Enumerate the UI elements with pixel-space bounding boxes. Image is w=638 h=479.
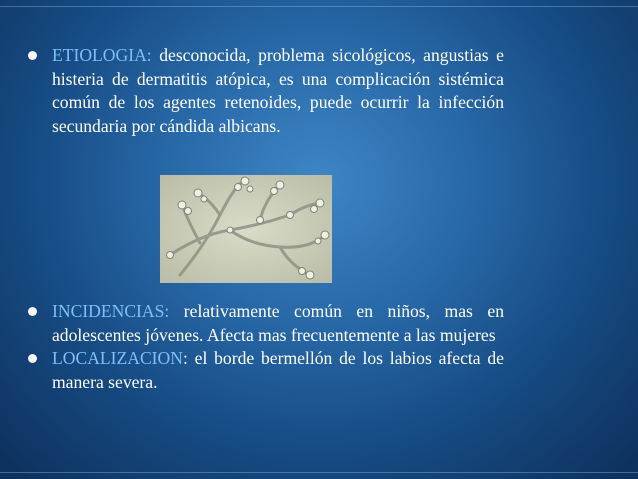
bottom-rule (0, 472, 638, 473)
bullet-incidencias (26, 300, 504, 347)
bullet-label: INCIDENCIAS: (52, 301, 170, 321)
bullet-localizacion (26, 347, 504, 394)
top-rule (0, 6, 638, 7)
bullet-list-top (26, 44, 504, 138)
candida-micrograph-image (160, 175, 332, 283)
bullet-dot-icon (28, 354, 37, 363)
bullet-label: ETIOLOGIA: (52, 45, 152, 65)
bullet-text: relativamente común en niños, mas en adolescentes jóvenes. Afecta mas frecuentemente a las mujeres (52, 301, 504, 345)
bullet-list-bottom (26, 300, 504, 394)
bullet-text: : el borde bermellón de los labios afecta de manera severa. (52, 348, 504, 392)
bullet-label: LOCALIZACION (52, 348, 183, 368)
micrograph-svg (160, 175, 332, 283)
bullet-dot-icon (28, 307, 37, 316)
bullet-text: desconocida, problema sicológicos, angustias e histeria de dermatitis atópica, es una complicación sistémica común de los agentes retenoides, puede ocurrir la infección secundaria por cándida albicans. (52, 45, 504, 136)
bullet-etiologia (26, 44, 504, 138)
bullet-dot-icon (28, 51, 37, 60)
